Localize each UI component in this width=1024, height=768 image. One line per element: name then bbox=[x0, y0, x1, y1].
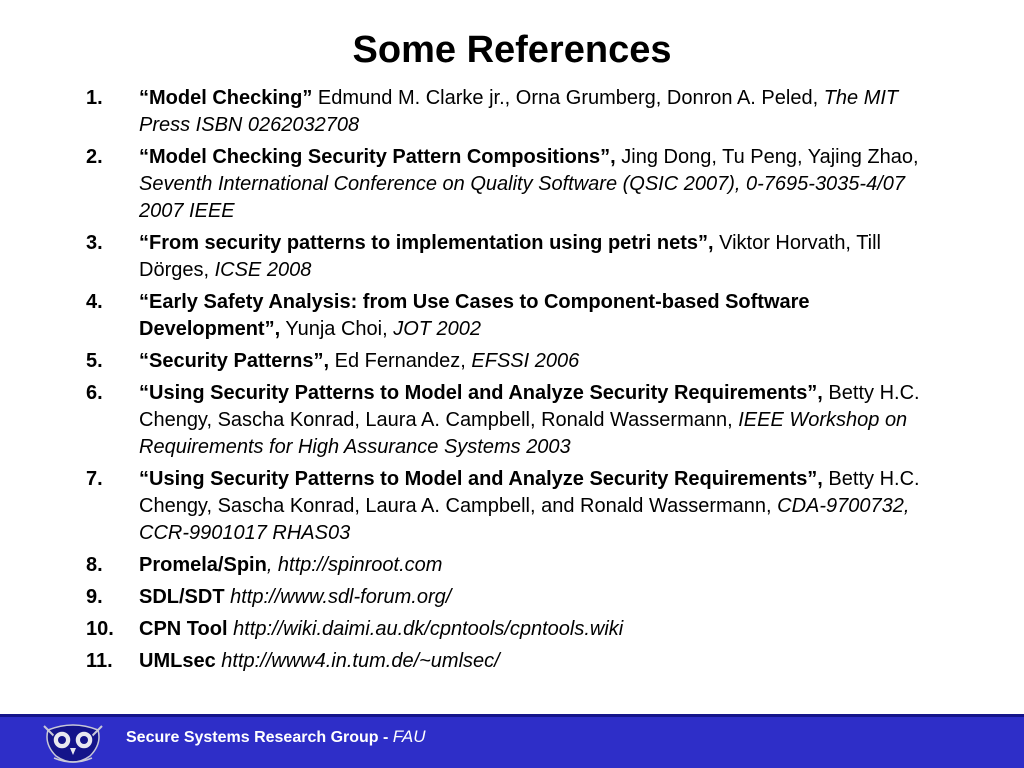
reference-authors: Jing Dong, Tu Peng, Yajing Zhao, bbox=[615, 146, 919, 168]
footer-separator: - bbox=[378, 729, 393, 746]
reference-venue: ICSE 2008 bbox=[214, 259, 312, 281]
reference-authors: Viktor Horvath, Till Dörges, bbox=[139, 232, 881, 281]
reference-list bbox=[86, 85, 946, 680]
reference-number: 3. bbox=[86, 232, 103, 254]
reference-item bbox=[86, 85, 946, 139]
reference-venue: IEEE Workshop on Requirements for High Assurance Systems 2003 bbox=[139, 409, 908, 458]
reference-venue: JOT 2002 bbox=[393, 318, 482, 340]
reference-authors: Betty H.C. Chengy, Sascha Konrad, Laura A. Campbell, and Ronald Wassermann, bbox=[139, 468, 920, 517]
reference-venue: Seventh International Conference on Quality Software (QSIC 2007), 0-7695-3035-4/07 2007 IEEE bbox=[139, 173, 906, 222]
reference-venue: CDA-9700732, CCR-9901017 RHAS03 bbox=[139, 495, 910, 544]
reference-authors: Edmund M. Clarke jr., Orna Grumberg, Donron A. Peled, bbox=[312, 87, 824, 109]
owl-logo-icon bbox=[40, 722, 106, 766]
reference-item bbox=[86, 348, 946, 375]
reference-item bbox=[86, 289, 946, 343]
reference-title: “From security patterns to implementation using petri nets”, bbox=[139, 232, 714, 254]
reference-number: 2. bbox=[86, 146, 103, 168]
reference-title: “Security Patterns”, bbox=[139, 350, 330, 372]
reference-title: “Model Checking Security Pattern Compositions”, bbox=[139, 146, 616, 168]
reference-venue: http://www.sdl-forum.org/ bbox=[230, 586, 452, 608]
reference-title: “Using Security Patterns to Model and Analyze Security Requirements”, bbox=[139, 382, 823, 404]
reference-authors: Betty H.C. Chengy, Sascha Konrad, Laura A. Campbell, Ronald Wassermann, bbox=[139, 382, 920, 431]
footer-bar bbox=[0, 714, 1024, 768]
reference-venue: , http://spinroot.com bbox=[266, 554, 443, 576]
reference-item bbox=[86, 616, 946, 643]
reference-number: 11. bbox=[86, 650, 113, 672]
reference-number: 8. bbox=[86, 554, 103, 576]
reference-title: “Using Security Patterns to Model and Analyze Security Requirements”, bbox=[139, 468, 823, 490]
reference-item bbox=[86, 466, 946, 547]
reference-number: 5. bbox=[86, 350, 103, 372]
footer-group-name: Secure Systems Research Group bbox=[126, 729, 379, 746]
reference-venue: The MIT Press ISBN 0262032708 bbox=[139, 87, 899, 136]
reference-title: UMLsec bbox=[139, 650, 216, 672]
reference-title: Promela/Spin bbox=[139, 554, 267, 576]
reference-venue: http://www4.in.tum.de/~umlsec/ bbox=[221, 650, 500, 672]
footer-caption bbox=[126, 727, 426, 748]
reference-item bbox=[86, 648, 946, 675]
footer-fau: FAU bbox=[392, 727, 426, 746]
reference-number: 6. bbox=[86, 382, 103, 404]
reference-item bbox=[86, 552, 946, 579]
reference-item bbox=[86, 380, 946, 461]
reference-venue: http://wiki.daimi.au.dk/cpntools/cpntools.wiki bbox=[233, 618, 624, 640]
reference-venue: EFSSI 2006 bbox=[471, 350, 580, 372]
reference-number: 10. bbox=[86, 618, 114, 640]
slide-title: Some References bbox=[352, 29, 672, 71]
reference-number: 4. bbox=[86, 291, 103, 313]
reference-item bbox=[86, 584, 946, 611]
reference-authors: Yunja Choi, bbox=[280, 318, 394, 340]
reference-number: 7. bbox=[86, 468, 103, 490]
reference-number: 9. bbox=[86, 586, 103, 608]
reference-title: “Model Checking” bbox=[139, 87, 313, 109]
reference-title: SDL/SDT bbox=[139, 586, 225, 608]
reference-authors: Ed Fernandez, bbox=[329, 350, 472, 372]
reference-item bbox=[86, 230, 946, 284]
reference-title: CPN Tool bbox=[139, 618, 228, 640]
reference-number: 1. bbox=[86, 87, 103, 109]
reference-title: “Early Safety Analysis: from Use Cases to Component-based Software Development”, bbox=[139, 291, 810, 340]
reference-item bbox=[86, 144, 946, 225]
